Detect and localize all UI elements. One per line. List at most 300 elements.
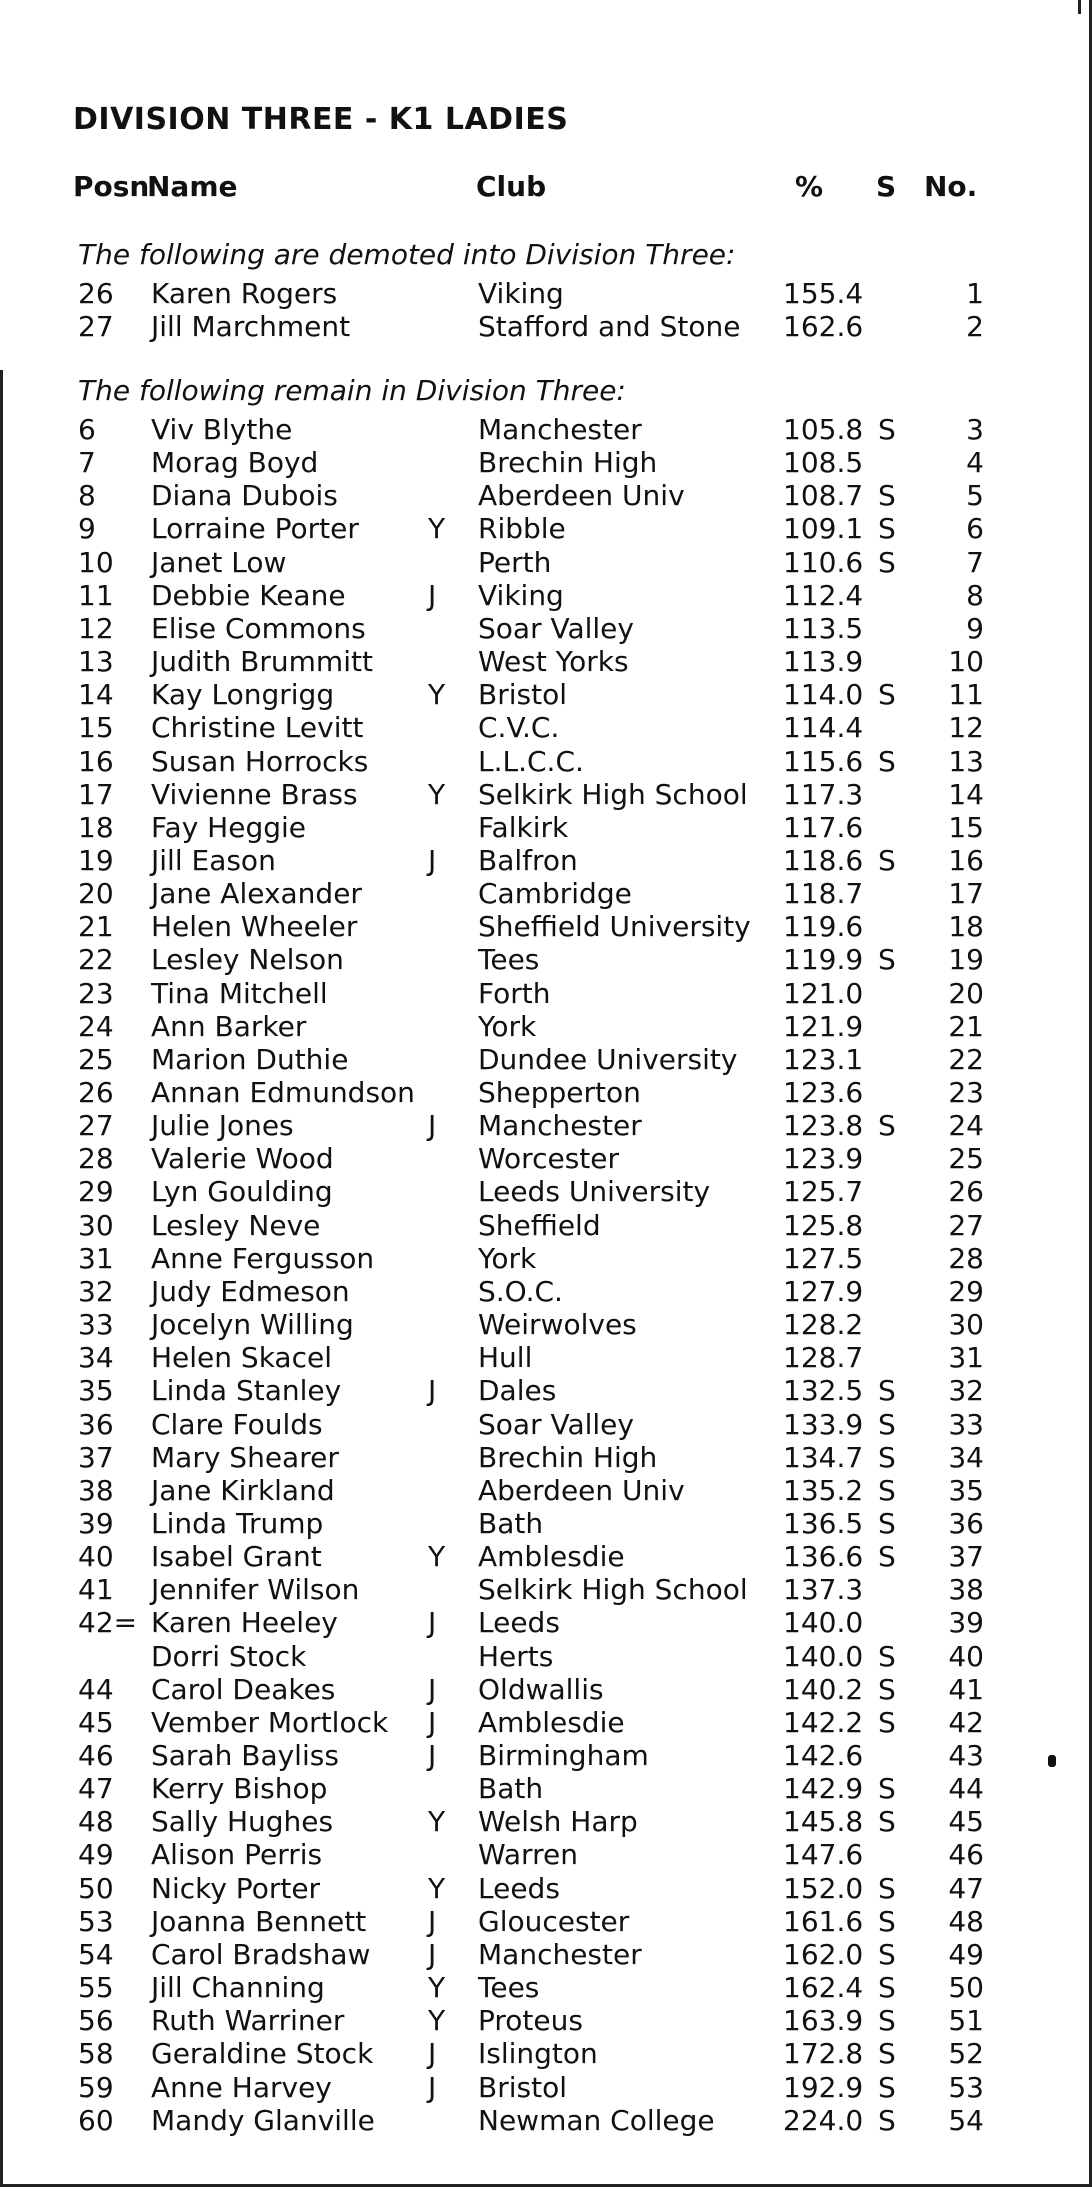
table-row bbox=[0, 1010, 1092, 1043]
row-s: S bbox=[878, 1473, 896, 1507]
row-posn: 44 bbox=[78, 1672, 114, 1706]
row-name: Jocelyn Willing bbox=[151, 1308, 354, 1342]
row-name: Valerie Wood bbox=[151, 1142, 334, 1176]
row-club: Brechin High bbox=[478, 446, 658, 480]
row-posn: 34 bbox=[78, 1341, 114, 1375]
row-s: S bbox=[878, 1904, 896, 1938]
row-posn: 38 bbox=[78, 1473, 114, 1507]
row-club: Viking bbox=[478, 277, 564, 310]
row-club: Manchester bbox=[478, 1937, 642, 1971]
row-club: Warren bbox=[478, 1838, 578, 1872]
row-name: Debbie Keane bbox=[151, 578, 346, 612]
row-percent: 152.0 bbox=[783, 1871, 864, 1905]
row-s: S bbox=[878, 1440, 896, 1474]
table-row bbox=[0, 645, 1092, 678]
row-no: 53 bbox=[948, 2070, 984, 2104]
row-name: Christine Levitt bbox=[151, 711, 364, 745]
row-no: 5 bbox=[966, 479, 984, 513]
table-row bbox=[0, 2037, 1092, 2070]
row-name: Elise Commons bbox=[151, 611, 366, 645]
row-no: 2 bbox=[966, 310, 984, 344]
row-percent: 132.5 bbox=[783, 1374, 864, 1408]
table-row bbox=[0, 1076, 1092, 1109]
row-posn: 28 bbox=[78, 1142, 114, 1176]
row-club: Aberdeen Univ bbox=[478, 1473, 685, 1507]
row-s: S bbox=[878, 1772, 896, 1806]
row-name: Isabel Grant bbox=[151, 1540, 322, 1574]
row-no: 13 bbox=[948, 744, 984, 778]
row-name: Ruth Warriner bbox=[151, 2004, 345, 2038]
row-no: 47 bbox=[948, 1871, 984, 1905]
row-no: 3 bbox=[966, 413, 984, 446]
row-posn: 8 bbox=[78, 479, 96, 513]
row-flag: J bbox=[428, 1705, 437, 1739]
row-percent: 121.0 bbox=[783, 976, 864, 1010]
table-row bbox=[0, 1606, 1092, 1639]
table-row bbox=[0, 1209, 1092, 1242]
row-no: 20 bbox=[948, 976, 984, 1010]
row-club: Dundee University bbox=[478, 1042, 738, 1076]
scan-tick-mark bbox=[1078, 0, 1081, 14]
row-name: Nicky Porter bbox=[151, 1871, 321, 1905]
row-posn: 9 bbox=[78, 512, 96, 546]
table-row bbox=[0, 1043, 1092, 1076]
row-no: 30 bbox=[948, 1308, 984, 1342]
row-name: Helen Skacel bbox=[151, 1341, 332, 1375]
row-flag: J bbox=[428, 2037, 437, 2071]
row-no: 32 bbox=[948, 1374, 984, 1408]
row-name: Karen Heeley bbox=[151, 1606, 338, 1640]
row-percent: 123.9 bbox=[783, 1142, 864, 1176]
row-posn: 36 bbox=[78, 1407, 114, 1441]
row-no: 24 bbox=[948, 1109, 984, 1143]
row-posn: 59 bbox=[78, 2070, 114, 2104]
row-club: West Yorks bbox=[478, 645, 629, 679]
row-percent: 142.9 bbox=[783, 1772, 864, 1806]
row-s: S bbox=[878, 1871, 896, 1905]
row-no: 54 bbox=[948, 2103, 984, 2137]
row-no: 39 bbox=[948, 1606, 984, 1640]
row-posn: 17 bbox=[78, 777, 114, 811]
row-s: S bbox=[878, 1971, 896, 2005]
row-club: Bristol bbox=[478, 2070, 567, 2104]
row-percent: 113.5 bbox=[783, 611, 864, 645]
row-s: S bbox=[878, 1672, 896, 1706]
row-no: 41 bbox=[948, 1672, 984, 1706]
row-club: York bbox=[478, 1009, 537, 1043]
header-no: No. bbox=[924, 170, 978, 203]
row-flag: J bbox=[428, 1109, 437, 1143]
row-name: Tina Mitchell bbox=[151, 976, 328, 1010]
table-row bbox=[0, 1673, 1092, 1706]
row-posn: 45 bbox=[78, 1705, 114, 1739]
row-flag: Y bbox=[428, 777, 446, 811]
row-name: Morag Boyd bbox=[151, 446, 319, 480]
row-club: Proteus bbox=[478, 2004, 583, 2038]
row-flag: Y bbox=[428, 1805, 446, 1839]
row-percent: 123.1 bbox=[783, 1042, 864, 1076]
row-s: S bbox=[878, 2004, 896, 2038]
table-row bbox=[0, 1905, 1092, 1938]
table-row bbox=[0, 1142, 1092, 1175]
row-posn: 23 bbox=[78, 976, 114, 1010]
row-club: Bristol bbox=[478, 678, 567, 712]
row-name: Diana Dubois bbox=[151, 479, 338, 513]
row-percent: 128.7 bbox=[783, 1341, 864, 1375]
row-name: Jane Alexander bbox=[151, 877, 362, 911]
table-row bbox=[0, 1805, 1092, 1838]
row-club: Amblesdie bbox=[478, 1540, 625, 1574]
row-posn: 32 bbox=[78, 1274, 114, 1308]
row-s: S bbox=[878, 2037, 896, 2071]
section-heading: The following remain in Division Three: bbox=[78, 374, 626, 407]
row-club: Sheffield University bbox=[478, 910, 751, 944]
row-no: 23 bbox=[948, 1076, 984, 1109]
row-club: Oldwallis bbox=[478, 1672, 604, 1706]
row-posn: 31 bbox=[78, 1241, 114, 1275]
row-posn: 16 bbox=[78, 744, 114, 778]
row-club: Leeds bbox=[478, 1871, 560, 1905]
table-row bbox=[0, 2071, 1092, 2104]
row-percent: 162.0 bbox=[783, 1937, 864, 1971]
row-no: 25 bbox=[948, 1142, 984, 1176]
row-name: Susan Horrocks bbox=[151, 744, 369, 778]
row-posn: 14 bbox=[78, 678, 114, 712]
row-no: 6 bbox=[966, 512, 984, 546]
table-row bbox=[0, 579, 1092, 612]
row-no: 46 bbox=[948, 1838, 984, 1872]
row-club: Shepperton bbox=[478, 1076, 641, 1109]
row-posn: 10 bbox=[78, 545, 114, 579]
row-club: Stafford and Stone bbox=[478, 310, 741, 344]
row-posn: 30 bbox=[78, 1208, 114, 1242]
row-no: 11 bbox=[948, 678, 984, 712]
row-name: Alison Perris bbox=[151, 1838, 323, 1872]
row-no: 38 bbox=[948, 1573, 984, 1607]
row-percent: 162.6 bbox=[783, 310, 864, 344]
row-name: Judy Edmeson bbox=[151, 1274, 350, 1308]
row-club: Aberdeen Univ bbox=[478, 479, 685, 513]
header-club: Club bbox=[476, 170, 547, 203]
row-percent: 135.2 bbox=[783, 1473, 864, 1507]
row-percent: 119.9 bbox=[783, 943, 864, 977]
row-club: Leeds bbox=[478, 1606, 560, 1640]
row-club: Selkirk High School bbox=[478, 777, 748, 811]
row-flag: Y bbox=[428, 1971, 446, 2005]
row-posn: 26 bbox=[78, 1076, 114, 1109]
row-no: 21 bbox=[948, 1009, 984, 1043]
row-no: 29 bbox=[948, 1274, 984, 1308]
row-no: 10 bbox=[948, 645, 984, 679]
table-row bbox=[0, 1374, 1092, 1407]
row-club: Soar Valley bbox=[478, 611, 634, 645]
row-no: 26 bbox=[948, 1175, 984, 1209]
row-no: 9 bbox=[966, 611, 984, 645]
table-row bbox=[0, 1242, 1092, 1275]
table-row bbox=[0, 546, 1092, 579]
row-name: Jill Marchment bbox=[151, 310, 351, 344]
table-row bbox=[0, 1275, 1092, 1308]
row-percent: 112.4 bbox=[783, 578, 864, 612]
row-percent: 155.4 bbox=[783, 277, 864, 310]
row-posn: 46 bbox=[78, 1739, 114, 1772]
row-flag: J bbox=[428, 1904, 437, 1938]
row-name: Carol Deakes bbox=[151, 1672, 336, 1706]
row-percent: 118.7 bbox=[783, 877, 864, 911]
row-s: S bbox=[878, 1705, 896, 1739]
row-club: Falkirk bbox=[478, 810, 569, 844]
row-posn: 56 bbox=[78, 2004, 114, 2038]
row-percent: 137.3 bbox=[783, 1573, 864, 1607]
table-row bbox=[0, 612, 1092, 645]
row-name: Carol Bradshaw bbox=[151, 1937, 371, 1971]
row-posn: 6 bbox=[78, 413, 96, 446]
row-no: 27 bbox=[948, 1208, 984, 1242]
table-row bbox=[0, 910, 1092, 943]
row-posn: 42= bbox=[78, 1606, 138, 1640]
row-percent: 123.6 bbox=[783, 1076, 864, 1109]
row-posn: 39 bbox=[78, 1506, 114, 1540]
row-club: Cambridge bbox=[478, 877, 632, 911]
row-percent: 121.9 bbox=[783, 1009, 864, 1043]
row-flag: J bbox=[428, 1672, 437, 1706]
page-title: DIVISION THREE - K1 LADIES bbox=[73, 102, 569, 137]
row-posn: 25 bbox=[78, 1042, 114, 1076]
row-no: 51 bbox=[948, 2004, 984, 2038]
table-row bbox=[0, 877, 1092, 910]
table-row bbox=[0, 1739, 1092, 1772]
row-name: Ann Barker bbox=[151, 1009, 307, 1043]
row-s: S bbox=[878, 2103, 896, 2137]
table-row bbox=[0, 277, 1092, 310]
column-header-row bbox=[0, 170, 1092, 210]
row-s: S bbox=[878, 479, 896, 513]
table-row bbox=[0, 1706, 1092, 1739]
row-posn: 48 bbox=[78, 1805, 114, 1839]
row-no: 37 bbox=[948, 1540, 984, 1574]
row-club: Ribble bbox=[478, 512, 566, 546]
row-posn: 7 bbox=[78, 446, 96, 480]
row-flag: J bbox=[428, 843, 437, 877]
header-name: Name bbox=[147, 170, 238, 203]
row-name: Lesley Nelson bbox=[151, 943, 344, 977]
row-percent: 113.9 bbox=[783, 645, 864, 679]
row-percent: 133.9 bbox=[783, 1407, 864, 1441]
row-posn: 27 bbox=[78, 1109, 114, 1143]
table-row bbox=[0, 1872, 1092, 1905]
row-club: Soar Valley bbox=[478, 1407, 634, 1441]
row-flag: Y bbox=[428, 2004, 446, 2038]
row-s: S bbox=[878, 2070, 896, 2104]
row-percent: 147.6 bbox=[783, 1838, 864, 1872]
row-flag: Y bbox=[428, 512, 446, 546]
row-no: 1 bbox=[966, 277, 984, 310]
row-posn: 19 bbox=[78, 843, 114, 877]
row-no: 16 bbox=[948, 843, 984, 877]
row-posn: 27 bbox=[78, 310, 114, 344]
row-name: Vivienne Brass bbox=[151, 777, 358, 811]
row-no: 19 bbox=[948, 943, 984, 977]
row-no: 28 bbox=[948, 1241, 984, 1275]
row-name: Joanna Bennett bbox=[151, 1904, 367, 1938]
row-name: Viv Blythe bbox=[151, 413, 293, 446]
table-row bbox=[0, 1540, 1092, 1573]
row-flag: Y bbox=[428, 1540, 446, 1574]
table-row bbox=[0, 844, 1092, 877]
table-row bbox=[0, 1408, 1092, 1441]
row-club: Manchester bbox=[478, 413, 642, 446]
row-name: Geraldine Stock bbox=[151, 2037, 374, 2071]
row-posn: 40 bbox=[78, 1540, 114, 1574]
row-club: Newman College bbox=[478, 2103, 715, 2137]
row-no: 52 bbox=[948, 2037, 984, 2071]
row-posn: 18 bbox=[78, 810, 114, 844]
row-flag: J bbox=[428, 1374, 437, 1408]
row-no: 17 bbox=[948, 877, 984, 911]
row-flag: J bbox=[428, 1937, 437, 1971]
row-percent: 108.5 bbox=[783, 446, 864, 480]
row-posn: 53 bbox=[78, 1904, 114, 1938]
row-percent: 162.4 bbox=[783, 1971, 864, 2005]
table-row bbox=[0, 1474, 1092, 1507]
row-s: S bbox=[878, 1506, 896, 1540]
row-name: Clare Foulds bbox=[151, 1407, 323, 1441]
table-row bbox=[0, 512, 1092, 545]
row-posn: 55 bbox=[78, 1971, 114, 2005]
row-name: Karen Rogers bbox=[151, 277, 338, 310]
header-percent: % bbox=[795, 170, 824, 203]
row-club: Balfron bbox=[478, 843, 578, 877]
row-club: Dales bbox=[478, 1374, 557, 1408]
row-s: S bbox=[878, 1407, 896, 1441]
row-percent: 114.4 bbox=[783, 711, 864, 745]
table-row bbox=[0, 678, 1092, 711]
row-percent: 192.9 bbox=[783, 2070, 864, 2104]
table-row bbox=[0, 1507, 1092, 1540]
row-percent: 128.2 bbox=[783, 1308, 864, 1342]
table-row bbox=[0, 778, 1092, 811]
row-percent: 127.9 bbox=[783, 1274, 864, 1308]
row-club: Viking bbox=[478, 578, 564, 612]
row-club: L.L.C.C. bbox=[478, 744, 584, 778]
row-posn: 41 bbox=[78, 1573, 114, 1607]
row-percent: 117.3 bbox=[783, 777, 864, 811]
row-name: Vember Mortlock bbox=[151, 1705, 389, 1739]
row-posn: 33 bbox=[78, 1308, 114, 1342]
row-s: S bbox=[878, 545, 896, 579]
row-posn: 21 bbox=[78, 910, 114, 944]
row-percent: 140.0 bbox=[783, 1606, 864, 1640]
row-club: Brechin High bbox=[478, 1440, 658, 1474]
row-s: S bbox=[878, 843, 896, 877]
row-s: S bbox=[878, 678, 896, 712]
row-s: S bbox=[878, 413, 896, 446]
row-name: Anne Harvey bbox=[151, 2070, 332, 2104]
row-name: Jill Eason bbox=[151, 843, 276, 877]
row-club: Birmingham bbox=[478, 1739, 649, 1772]
row-club: C.V.C. bbox=[478, 711, 560, 745]
row-percent: 110.6 bbox=[783, 545, 864, 579]
table-row bbox=[0, 745, 1092, 778]
row-percent: 142.6 bbox=[783, 1739, 864, 1772]
header-s: S bbox=[876, 170, 897, 203]
table-row bbox=[0, 1341, 1092, 1374]
row-posn: 60 bbox=[78, 2103, 114, 2137]
row-posn: 54 bbox=[78, 1937, 114, 1971]
row-percent: 108.7 bbox=[783, 479, 864, 513]
row-club: Sheffield bbox=[478, 1208, 601, 1242]
row-no: 34 bbox=[948, 1440, 984, 1474]
table-row bbox=[0, 1772, 1092, 1805]
row-club: Bath bbox=[478, 1772, 544, 1806]
header-posn: Posn bbox=[73, 170, 150, 203]
row-club: Amblesdie bbox=[478, 1705, 625, 1739]
row-name: Mandy Glanville bbox=[151, 2103, 375, 2137]
row-no: 48 bbox=[948, 1904, 984, 1938]
row-s: S bbox=[878, 943, 896, 977]
table-row bbox=[0, 943, 1092, 976]
row-no: 35 bbox=[948, 1473, 984, 1507]
row-no: 4 bbox=[966, 446, 984, 480]
table-row bbox=[0, 1441, 1092, 1474]
row-percent: 142.2 bbox=[783, 1705, 864, 1739]
row-no: 18 bbox=[948, 910, 984, 944]
row-s: S bbox=[878, 1374, 896, 1408]
row-club: Selkirk High School bbox=[478, 1573, 748, 1607]
row-s: S bbox=[878, 1937, 896, 1971]
row-club: Weirwolves bbox=[478, 1308, 637, 1342]
row-posn: 26 bbox=[78, 277, 114, 310]
row-percent: 172.8 bbox=[783, 2037, 864, 2071]
row-club: Tees bbox=[478, 943, 540, 977]
row-name: Sarah Bayliss bbox=[151, 1739, 339, 1772]
table-row bbox=[0, 1938, 1092, 1971]
row-percent: 161.6 bbox=[783, 1904, 864, 1938]
row-posn: 22 bbox=[78, 943, 114, 977]
row-percent: 224.0 bbox=[783, 2103, 864, 2137]
row-posn: 20 bbox=[78, 877, 114, 911]
table-row bbox=[0, 1971, 1092, 2004]
row-club: Forth bbox=[478, 976, 551, 1010]
row-percent: 140.2 bbox=[783, 1672, 864, 1706]
row-name: Jill Channing bbox=[151, 1971, 325, 2005]
row-name: Linda Stanley bbox=[151, 1374, 342, 1408]
row-no: 8 bbox=[966, 578, 984, 612]
row-club: Tees bbox=[478, 1971, 540, 2005]
row-name: Lorraine Porter bbox=[151, 512, 359, 546]
row-no: 7 bbox=[966, 545, 984, 579]
row-posn: 12 bbox=[78, 611, 114, 645]
row-no: 40 bbox=[948, 1639, 984, 1673]
row-no: 33 bbox=[948, 1407, 984, 1441]
row-no: 49 bbox=[948, 1937, 984, 1971]
row-club: Islington bbox=[478, 2037, 598, 2071]
row-club: Herts bbox=[478, 1639, 554, 1673]
table-row bbox=[0, 2104, 1092, 2137]
row-name: Mary Shearer bbox=[151, 1440, 339, 1474]
row-no: 12 bbox=[948, 711, 984, 745]
row-percent: 136.6 bbox=[783, 1540, 864, 1574]
table-row bbox=[0, 446, 1092, 479]
row-name: Dorri Stock bbox=[151, 1639, 307, 1673]
row-posn: 47 bbox=[78, 1772, 114, 1806]
row-club: Worcester bbox=[478, 1142, 619, 1176]
row-percent: 115.6 bbox=[783, 744, 864, 778]
row-percent: 109.1 bbox=[783, 512, 864, 546]
row-name: Kerry Bishop bbox=[151, 1772, 328, 1806]
row-name: Annan Edmundson bbox=[151, 1076, 415, 1109]
row-no: 44 bbox=[948, 1772, 984, 1806]
